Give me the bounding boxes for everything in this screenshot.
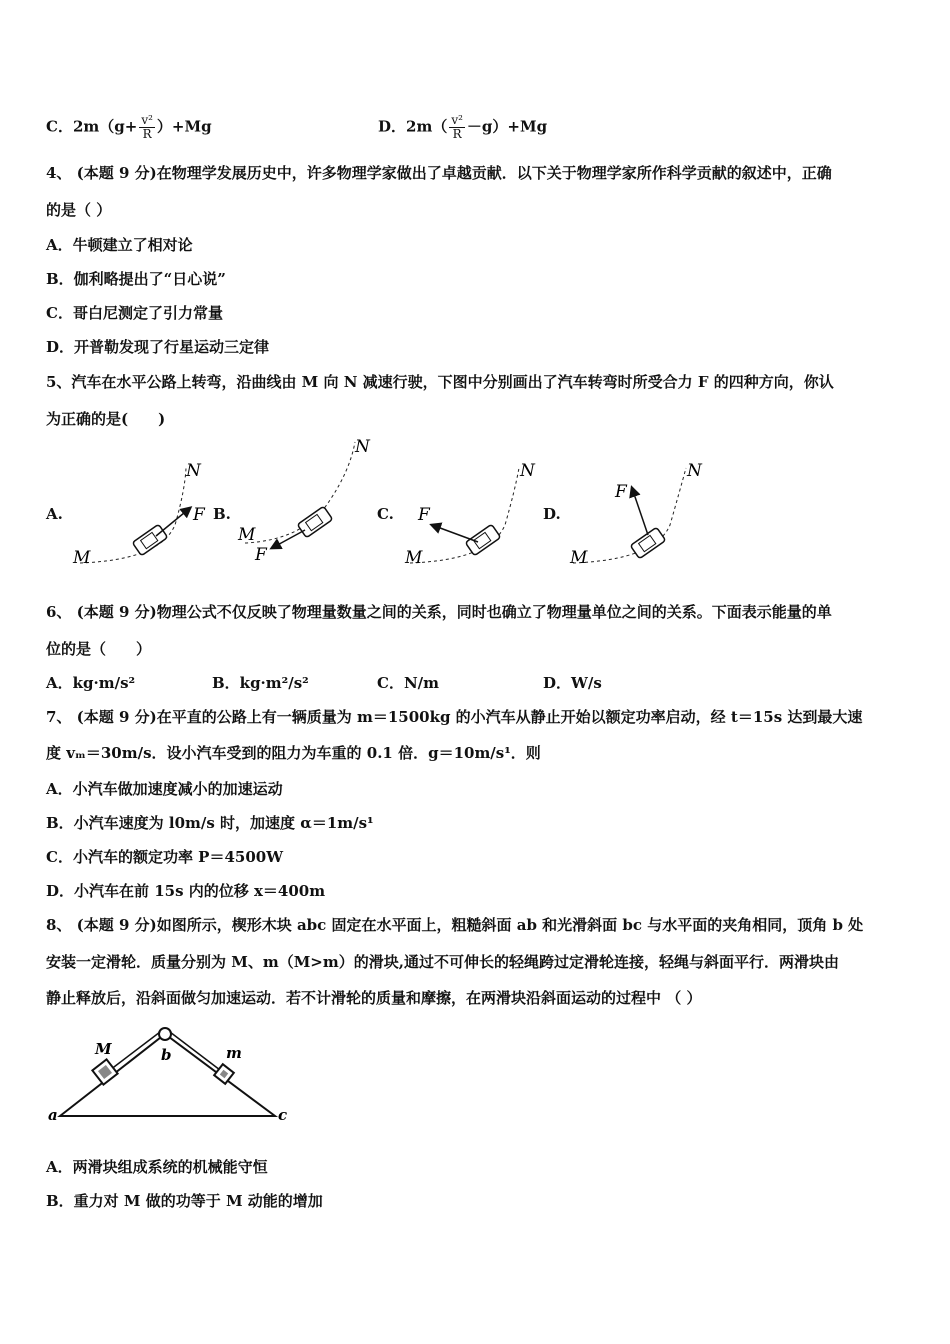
label-b: b [161, 1046, 172, 1064]
diagram-b [237, 437, 371, 565]
q5-label-b: B. [213, 505, 231, 523]
label-f: F [193, 505, 205, 525]
q8-stem-line1: 8、 (本题 9 分)如图所示，楔形木块 abc 固定在水平面上，粗糙斜面 ab 和光滑斜面 bc 与水平面的夹角相同，顶角 b 处 [46, 916, 864, 934]
q4-stem-line2: 的是（ ） [46, 201, 112, 219]
q6-option-a: A．kg·m/s² [46, 674, 136, 692]
diagram-d [569, 461, 703, 568]
label-n: N [186, 461, 201, 481]
force-arrow [632, 488, 648, 535]
q3-option-d: D．2m（ $\frac{\text{v²}}{R}$ －g）+Mg [378, 113, 548, 141]
q6-option-d: D．W/s [543, 674, 602, 692]
diagram-c [404, 461, 536, 568]
q4-option-d: D．开普勒发现了行星运动三定律 [46, 338, 270, 356]
q8-option-b: B．重力对 M 做的功等于 M 动能的增加 [46, 1192, 323, 1210]
q7-option-d: D．小汽车在前 15s 内的位移 x＝400m [46, 882, 326, 900]
label-big-m: M [95, 1040, 112, 1058]
label-m: M [570, 548, 588, 568]
q7-option-b: B．小汽车速度为 l0m/s 时，加速度 α＝1m/s¹ [46, 814, 374, 832]
force-arrow [432, 525, 478, 542]
label-f: F [615, 482, 627, 502]
q5-label-d: D. [543, 505, 561, 523]
block-big-m [92, 1059, 117, 1084]
diagram-a [72, 461, 206, 568]
label-a: a [48, 1106, 58, 1124]
q5-car-diagrams [0, 430, 950, 580]
label-f: F [418, 505, 430, 525]
force-arrow [272, 530, 305, 548]
q3-option-c: C．2m（g+ $\frac{\text{v²}}{R}$ ）+Mg [46, 113, 212, 141]
q5-label-c: C. [377, 505, 394, 523]
pulley [159, 1028, 171, 1040]
label-n: N [355, 437, 370, 457]
q4-stem-line1: 4、 (本题 9 分)在物理学发展历史中，许多物理学家做出了卓越贡献．以下关于物理学家所作科学贡献的叙述中，正确 [46, 164, 832, 182]
q7-option-a: A．小汽车做加速度减小的加速运动 [46, 780, 283, 798]
q8-option-a: A．两滑块组成系统的机械能守恒 [46, 1158, 268, 1176]
q8-wedge-diagram [40, 1020, 300, 1130]
q5-stem-line2: 为正确的是( ) [46, 410, 166, 428]
label-n: N [687, 461, 702, 481]
q6-stem-line2: 位的是（ ） [46, 640, 152, 658]
q8-stem-line3: 静止释放后，沿斜面做匀加速运动．若不计滑轮的质量和摩擦，在两滑块沿斜面运动的过程中 （ ） [46, 989, 702, 1007]
q7-option-c: C．小汽车的额定功率 P＝4500W [46, 848, 284, 866]
q4-option-a: A．牛顿建立了相对论 [46, 236, 193, 254]
q6-stem-line1: 6、 (本题 9 分)物理公式不仅反映了物理量数量之间的关系，同时也确立了物理量单位之间的关系。下面表示能量的单 [46, 603, 832, 621]
fraction-v2-over-r: $\frac{\text{v²}}{R}$ [451, 113, 463, 141]
q5-label-a: A. [46, 505, 63, 523]
car-icon [630, 527, 665, 558]
label-m: M [238, 525, 256, 545]
car-icon [297, 506, 332, 537]
label-small-m: m [226, 1044, 242, 1062]
force-arrow [156, 508, 190, 536]
q7-stem-line2: 度 vₘ＝30m/s．设小汽车受到的阻力为车重的 0.1 倍．g＝10m/s¹．则 [46, 744, 541, 762]
q8-stem-line2: 安装一定滑轮．质量分别为 M、m（M>m）的滑块,通过不可伸长的轻绳跨过定滑轮连接，轻绳与斜面平行．两滑块由 [46, 953, 839, 971]
fraction-v2-over-r: $\frac{\text{v²}}{R}$ [141, 113, 153, 141]
label-c: c [278, 1106, 288, 1124]
q7-stem-line1: 7、 (本题 9 分)在平直的公路上有一辆质量为 m＝1500kg 的小汽车从静止开始以额定功率启动，经 t＝15s 达到最大速 [46, 708, 863, 726]
q5-stem-line1: 5、汽车在水平公路上转弯，沿曲线由 M 向 N 减速行驶，下图中分别画出了汽车转弯时所受合力 F 的四种方向，你认 [46, 373, 834, 391]
label-m: M [405, 548, 423, 568]
rope-right [170, 1032, 220, 1070]
label-m: M [73, 548, 91, 568]
q4-option-c: C．哥白尼测定了引力常量 [46, 304, 223, 322]
label-n: N [520, 461, 535, 481]
car-icon [132, 524, 167, 555]
q6-option-c: C．N/m [377, 674, 439, 692]
label-f: F [255, 545, 267, 565]
q4-option-b: B．伽利略提出了“日心说” [46, 270, 226, 288]
rope-left [110, 1032, 160, 1070]
q6-option-b: B．kg·m²/s² [212, 674, 309, 692]
